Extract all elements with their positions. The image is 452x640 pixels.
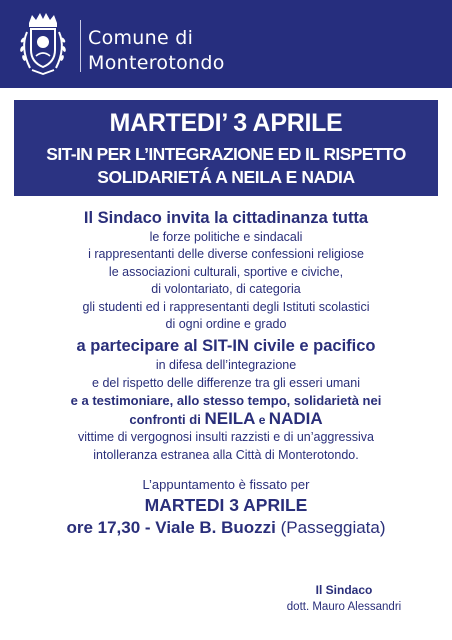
testify-line: e a testimoniare, allo stesso tempo, solidarietà nei [70, 393, 382, 409]
header-bar [0, 0, 452, 88]
invitation-text [0, 208, 452, 539]
victims-line: intolleranza estranea alla Città di Monterotondo. [93, 447, 359, 462]
invitation-lead: Il Sindaco invita la cittadinanza tutta [83, 209, 369, 227]
names-prefix: confronti di [129, 412, 205, 428]
municipal-crest-icon [14, 12, 72, 78]
purpose-line: e del rispetto delle differenze tra gli esseri umani [92, 375, 360, 390]
banner-date: MARTEDI’ 3 APRILE [109, 109, 343, 137]
invitee-line: di ogni ordine e grado [165, 317, 287, 332]
banner-solidarity: SOLIDARIETÁ A NEILA E NADIA [97, 167, 355, 187]
event-place-note: (Passeggiata) [275, 518, 386, 538]
invitee-line: le associazioni culturali, sportive e civiche, [108, 264, 344, 279]
names-line [0, 410, 452, 429]
purpose-line: in difesa dell’integrazione [155, 358, 297, 373]
appointment-intro: L’appuntamento è fissato per [142, 477, 310, 493]
victims-line: vittime di vergognosi insulti razzisti e di un’aggressiva [78, 430, 374, 445]
event-time: ore 17,30 - Viale B. Buozzi [66, 518, 276, 538]
names-conjunction: e [255, 413, 269, 428]
signature-block [274, 582, 414, 615]
signature-title: Il Sindaco [315, 583, 373, 597]
name-nadia: NADIA [268, 409, 323, 429]
call-to-participate: a partecipare al SIT-IN civile e pacifico [76, 337, 376, 356]
header-divider [80, 20, 81, 72]
event-date: MARTEDI 3 APRILE [144, 495, 308, 516]
banner-subtitle: SIT-IN PER L’INTEGRAZIONE ED IL RISPETTO [46, 144, 406, 164]
invitee-line: gli studenti ed i rappresentanti degli Istituti scolastici [82, 299, 370, 314]
comune-name: Monterotondo [88, 52, 225, 74]
comune-label: Comune di [88, 27, 194, 49]
name-neila: NEILA [204, 409, 256, 429]
event-time-place [0, 516, 452, 539]
invitee-line: le forze politiche e sindacali [149, 230, 303, 244]
invitee-line: i rappresentanti delle diverse confessioni religiose [88, 247, 364, 262]
event-banner [14, 100, 438, 196]
invitee-line: di volontariato, di categoria [151, 282, 301, 297]
signature-name: dott. Mauro Alessandri [286, 601, 402, 613]
